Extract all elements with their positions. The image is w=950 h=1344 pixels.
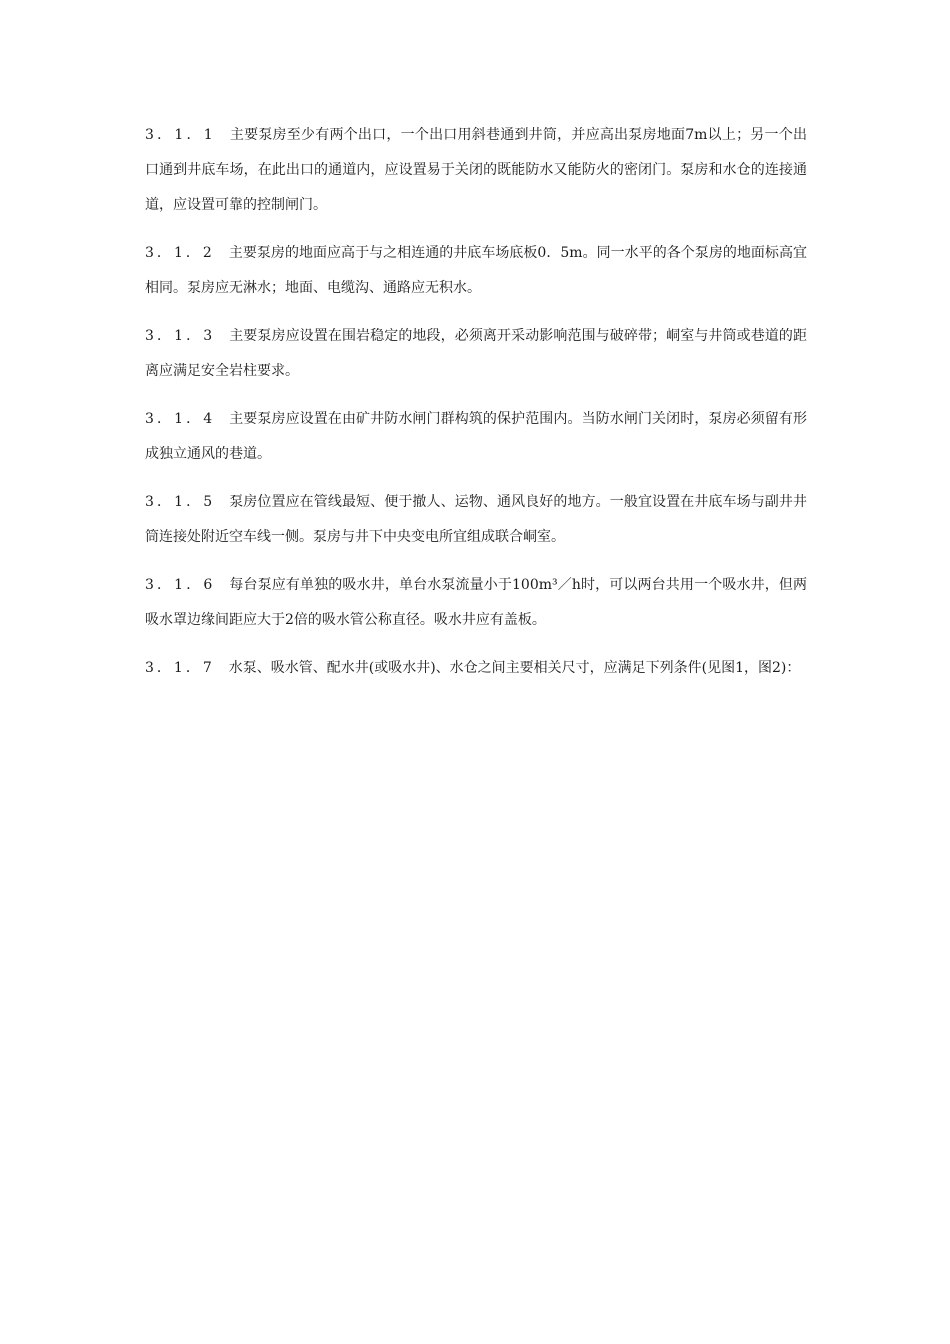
clause-3-1-1 <box>145 118 807 223</box>
clause-number: 3．1．7 <box>145 660 215 676</box>
clause-text: 水泵、吸水管、配水井(或吸水井)、水仓之间主要相关尺寸，应满足下列条件(见图1，图2)： <box>228 660 801 676</box>
clause-text: 主要泵房应设置在围岩稳定的地段，必须离开采动影响范围与破碎带；峒室与井筒或巷道的距离应满足安全岩柱要求。 <box>145 328 807 379</box>
document-body <box>145 118 807 699</box>
clause-text: 主要泵房的地面应高于与之相连通的井底车场底板0．5m。同一水平的各个泵房的地面标高宜相同。泵房应无淋水；地面、电缆沟、通路应无积水。 <box>145 245 807 296</box>
clause-3-1-4 <box>145 402 807 472</box>
clause-text: 每台泵应有单独的吸水井，单台水泵流量小于100m³／h时，可以两台共用一个吸水井，但两吸水罩边缘间距应大于2倍的吸水管公称直径。吸水井应有盖板。 <box>145 577 807 628</box>
clause-3-1-6 <box>145 568 807 638</box>
clause-number: 3．1．6 <box>145 577 216 593</box>
clause-text: 主要泵房应设置在由矿井防水闸门群构筑的保护范围内。当防水闸门关闭时，泵房必须留有形成独立通风的巷道。 <box>145 411 807 462</box>
clause-3-1-7 <box>145 651 807 686</box>
clause-3-1-2 <box>145 236 807 306</box>
clause-number: 3．1．4 <box>145 411 216 427</box>
clause-text: 主要泵房至少有两个出口，一个出口用斜巷通到井筒，并应高出泵房地面7m以上；另一个出口通到井底车场，在此出口的通道内，应设置易于关闭的既能防水又能防火的密闭门。泵房和水仓的连接通道，应设置可靠的控制闸门。 <box>145 127 807 213</box>
clause-3-1-5 <box>145 485 807 555</box>
clause-number: 3．1．3 <box>145 328 216 344</box>
clause-3-1-3 <box>145 319 807 389</box>
clause-text: 泵房位置应在管线最短、便于撤人、运物、通风良好的地方。一般宜设置在井底车场与副井井筒连接处附近空车线一侧。泵房与井下中央变电所宜组成联合峒室。 <box>145 494 807 545</box>
clause-number: 3．1．1 <box>145 127 216 143</box>
clause-number: 3．1．2 <box>145 245 215 261</box>
clause-number: 3．1．5 <box>145 494 216 510</box>
